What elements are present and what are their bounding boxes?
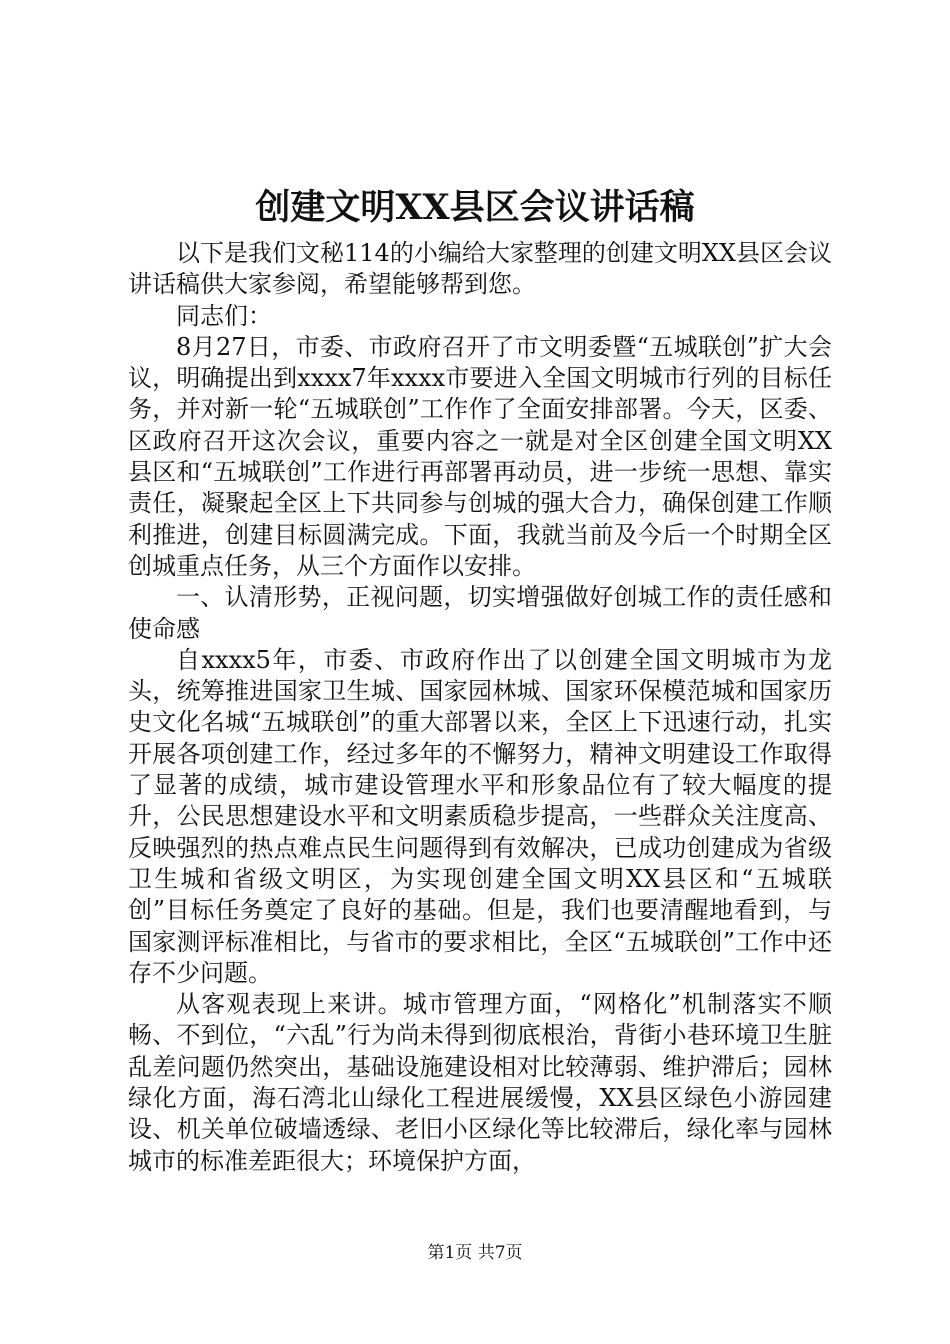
salutation: 同志们： [176,301,272,330]
intro-paragraph: 以下是我们文秘114的小编给大家整理的创建文明XX县区会议讲话稿供大家参阅，希望能够帮到您。 [128,239,832,299]
body-paragraph: 自xxxx5年，市委、市政府作出了以创建全国文明城市为龙头，统筹推进国家卫生城、国家园林城、国家环保模范城和国家历史文化名城“五城联创”的重大部署以来，全区上下迅速行动，扎实开展各项创建工作，经过多年的不懈努力，精神文明建设工作取得了显著的成绩，城市建设管理水平和形象品位有了较大幅度的提升，公民思想建设水平和文明素质稳步提高，一些群众关注度高、反映强烈的热点难点民生问题得到有效解决，已成功创建成为省级卫生城和省级文明区，为实现创建全国文明XX县区和“五城联创”目标任务奠定了良好的基础。但是，我们也要清醒地看到，与国家测评标准相比，与省市的要求相比，全区“五城联创”工作中还存不少问题。 [128,645,832,987]
document-body [128,238,832,1177]
page-number: 第1页 共7页 [427,1243,523,1263]
section-heading: 一、认清形势，正视问题，切实增强做好创城工作的责任感和使命感 [128,583,832,643]
body-paragraph: 8月27日，市委、市政府召开了市文明委暨“五城联创”扩大会议，明确提出到xxxx7年xxxx市要进入全国文明城市行列的目标任务，并对新一轮“五城联创”工作作了全面安排部署。今天，区委、区政府召开这次会议，重要内容之一就是对全区创建全国文明XX县区和“五城联创”工作进行再部署再动员，进一步统一思想、靠实责任，凝聚起全区上下共同参与创城的强大合力，确保创建工作顺利推进，创建目标圆满完成。下面，我就当前及今后一个时期全区创城重点任务，从三个方面作以安排。 [128,332,832,580]
page-title: 创建文明XX县区会议讲话稿 [255,187,695,228]
body-paragraph: 从客观表现上来讲。城市管理方面，“网格化”机制落实不顺畅、不到位，“六乱”行为尚未得到彻底根治，背街小巷环境卫生脏乱差问题仍然突出，基础设施建设相对比较薄弱、维护滞后；园林绿化方面，海石湾北山绿化工程进展缓慢，XX县区绿色小游园建设、机关单位破墙透绿、老旧小区绿化等比较滞后，绿化率与园林城市的标准差距很大；环境保护方面， [128,990,832,1175]
